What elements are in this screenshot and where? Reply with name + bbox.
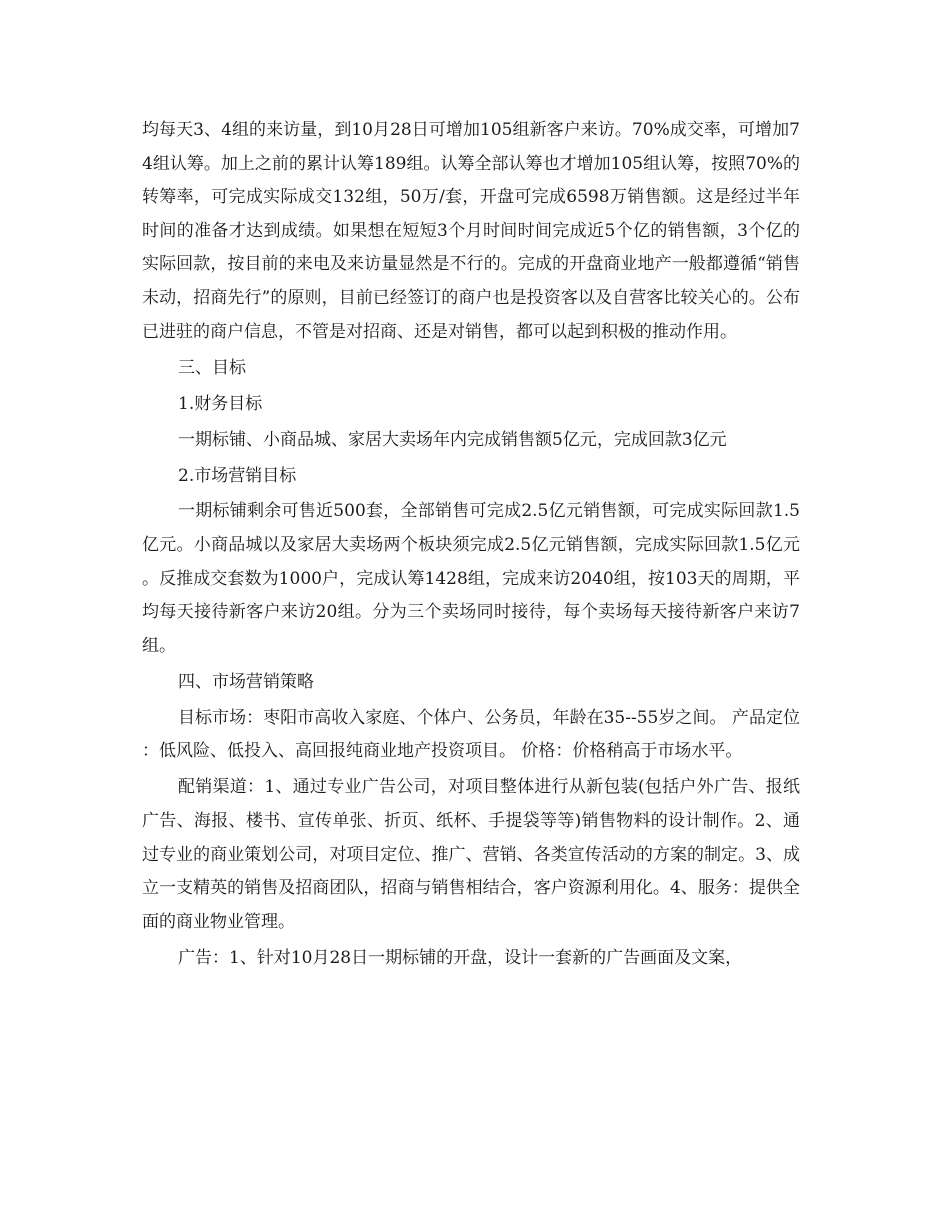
paragraph-target-market: 目标市场：枣阳市高收入家庭、个体户、公务员，年龄在35--55岁之间。 产品定位：低风险、低投入、高回报纯商业地产投资项目。 价格：价格稍高于市场水平。 <box>142 707 800 762</box>
paragraph-distribution-channels: 配销渠道：1、通过专业广告公司，对项目整体进行从新包装(包括户外广告、报纸广告、海报、楼书、宣传单张、折页、纸杯、手提袋等等)销售物料的设计制作。2、通过专业的商业策划公司，对项目定位、推广、营销、各类宣传活动的方案的制定。3、成立一支精英的销售及招商团队，招商与销售相结合，客户资源利用化。4、服务：提供全面的商业物业管理。 <box>142 777 800 932</box>
paragraph-continuation: 均每天3、4组的来访量，到10月28日可增加105组新客户来访。70%成交率，可增加74组认筹。加上之前的累计认筹189组。认筹全部认筹也才增加105组认筹，按照70%的转筹率，可完成实际成交132组，50万/套，开盘可完成6598万销售额。这是经过半年时间的准备才达到成绩。如果想在短短3个月时间时间完成近5个亿的销售额，3个亿的实际回款，按目前的来电及来访量显然是不行的。完成的开盘商业地产一般都遵循“销售未动，招商先行”的原则，目前已经签订的商户也是投资客以及自营客比较关心的。公布已进驻的商户信息，不管是对招商、还是对销售，都可以起到积极的推动作用。 <box>142 120 800 342</box>
paragraph-advertising: 广告：1、针对10月28日一期标铺的开盘，设计一套新的广告画面及文案， <box>178 947 743 968</box>
subheading-financial-goals: 1.财务目标 <box>178 393 263 414</box>
section-heading-marketing-strategy: 四、市场营销策略 <box>178 671 314 692</box>
subheading-marketing-goals: 2.市场营销目标 <box>178 465 297 486</box>
paragraph-financial-goals: 一期标铺、小商品城、家居大卖场年内完成销售额5亿元，完成回款3亿元 <box>178 429 727 450</box>
section-heading-goals: 三、目标 <box>178 357 246 378</box>
paragraph-marketing-goals: 一期标铺剩余可售近500套，全部销售可完成2.5亿元销售额，可完成实际回款1.5亿元。小商品城以及家居大卖场两个板块须完成2.5亿元销售额，完成实际回款1.5亿元。反推成交套数为1000户，完成认筹1428组，完成来访2040组，按103天的周期，平均每天接待新客户来访20组。分为三个卖场同时接待，每个卖场每天接待新客户来访7组。 <box>142 501 800 656</box>
